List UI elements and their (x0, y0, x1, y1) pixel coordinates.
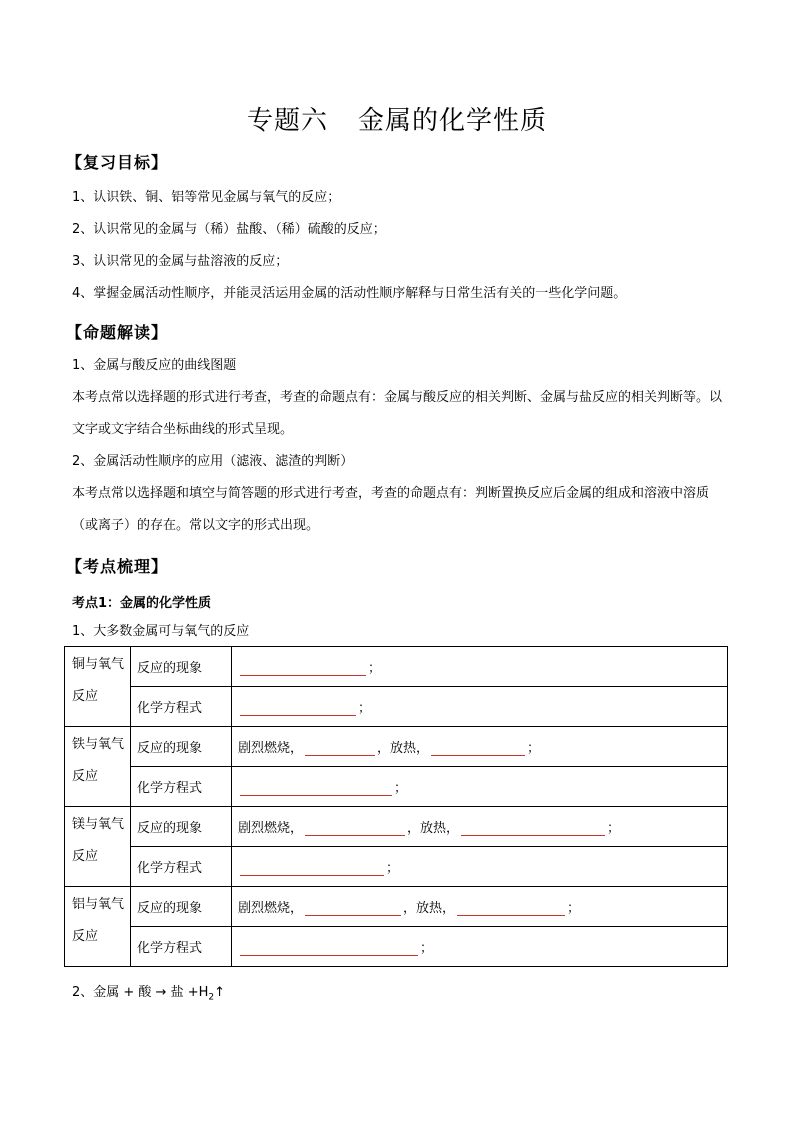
title-topic-number: 专题六 (246, 106, 328, 136)
table-row (65, 767, 728, 807)
phenomenon-label: 反应的现象 (131, 887, 232, 927)
metal-cell-iron: 铁与氧气反应 (65, 727, 131, 807)
phenomenon-answer[interactable]: ； (232, 647, 728, 687)
phenomenon-answer[interactable]: 剧烈燃烧， ，放热， ； (232, 887, 728, 927)
points-heading: 【考点梳理】 (66, 557, 169, 576)
equation-answer[interactable]: ； (232, 767, 728, 807)
sub-2-title: 2、金属 + 酸 → 盐 $+H_2↑$ (72, 985, 226, 1003)
phenomenon-label: 反应的现象 (131, 807, 232, 847)
goal-item-1: 1、认识铁、铜、铝等常见金属与氧气的反应； (72, 190, 341, 205)
table-row (65, 807, 728, 847)
page-title (0, 100, 794, 137)
phenomenon-label: 反应的现象 (131, 727, 232, 767)
table-row (65, 687, 728, 727)
table-row (65, 647, 728, 687)
phenomenon-answer[interactable]: 剧烈燃烧， ，放热， ； (232, 727, 728, 767)
equation-answer[interactable]: ； (232, 847, 728, 887)
equation-answer[interactable]: ； (232, 927, 728, 967)
table-row (65, 847, 728, 887)
title-topic-name: 金属的化学性质 (358, 106, 548, 136)
point-1-title: 考点1：金属的化学性质 (72, 596, 212, 611)
sub-1-title: 1、大多数金属可与氧气的反应 (72, 624, 250, 639)
metal-cell-magnesium: 镁与氧气反应 (65, 807, 131, 887)
topic-1-text: 本考点常以选择题的形式进行考查，考查的命题点有：金属与酸反应的相关判断、金属与盐反应的相关判断等。以文字或文字结合坐标曲线的形式呈现。 (72, 390, 723, 437)
table-row (65, 727, 728, 767)
goal-item-2: 2、认识常见的金属与（稀）盐酸、（稀）硫酸的反应； (72, 222, 386, 237)
goals-heading: 【复习目标】 (66, 153, 169, 172)
table-row (65, 927, 728, 967)
topic-2-text: 本考点常以选择题和填空与简答题的形式进行考查，考查的命题点有：判断置换反应后金属的组成和溶液中溶质（或离子）的存在。常以文字的形式出现。 (72, 486, 710, 533)
phenomenon-answer[interactable]: 剧烈燃烧， ，放热， ； (232, 807, 728, 847)
table-row (65, 887, 728, 927)
equation-label: 化学方程式 (131, 847, 232, 887)
goal-item-3: 3、认识常见的金属与盐溶液的反应； (72, 254, 289, 269)
equation-label: 化学方程式 (131, 927, 232, 967)
metal-cell-aluminium: 铝与氧气反应 (65, 887, 131, 967)
metal-cell-copper: 铜与氧气反应 (65, 647, 131, 727)
phenomenon-label: 反应的现象 (131, 647, 232, 687)
equation-label: 化学方程式 (131, 767, 232, 807)
topics-heading: 【命题解读】 (66, 323, 169, 342)
equation-label: 化学方程式 (131, 687, 232, 727)
topic-2-title: 2、金属活动性顺序的应用（滤液、滤渣的判断） (72, 454, 354, 469)
topic-1-title: 1、金属与酸反应的曲线图题 (72, 358, 237, 373)
goal-item-4: 4、掌握金属活动性顺序，并能灵活运用金属的活动性顺序解释与日常生活有关的一些化学问题。 (72, 286, 627, 301)
metal-oxygen-table (64, 646, 728, 967)
equation-answer[interactable]: ； (232, 687, 728, 727)
